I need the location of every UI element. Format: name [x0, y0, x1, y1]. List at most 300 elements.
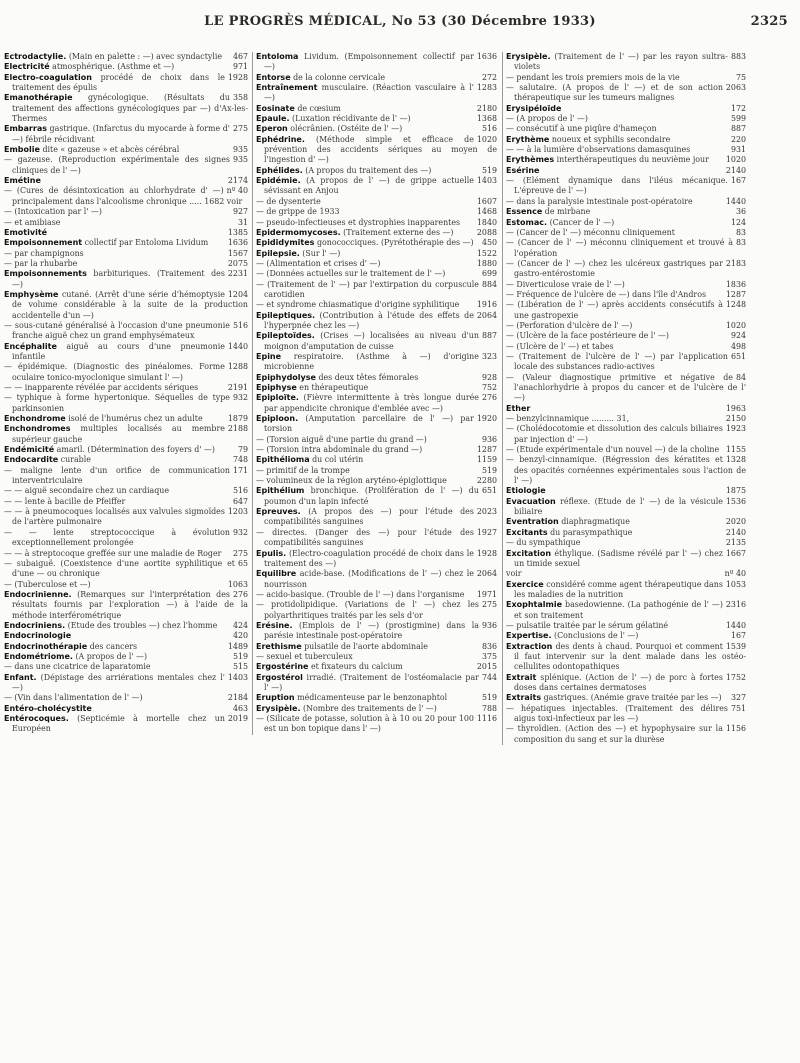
page-reference: 2280 — [476, 476, 497, 486]
index-entry — [4, 218, 248, 228]
page-reference: 2140 — [725, 165, 746, 175]
page-reference: 651 — [730, 351, 746, 361]
index-entry — [506, 693, 746, 703]
page-reference: 2316 — [725, 600, 746, 610]
entry-headword: Ephélides. — [256, 165, 303, 175]
index-entry — [4, 652, 248, 662]
page-reference: 1963 — [725, 403, 746, 413]
index-entry — [4, 704, 248, 714]
entry-description: (Main en palette : —) avec syndactylie — [66, 52, 223, 61]
index-entry — [4, 342, 248, 363]
entry-description: — directes. (Danger des —) pour l'étude des compatibilités sanguines — [256, 527, 474, 548]
index-entry — [256, 166, 497, 176]
entry-description: (Conclusions de l' —) — [551, 631, 639, 641]
index-entry — [506, 83, 746, 104]
index-entry — [506, 528, 746, 538]
index-entry — [256, 300, 497, 310]
page-reference: 1971 — [476, 589, 497, 599]
entry-description: — protidolipidique. (Variations de l' —) chez les polyarthritiques traités par les sels d'or — [256, 600, 479, 620]
entry-headword: Embarras — [4, 124, 47, 134]
page-reference: 1020 — [725, 320, 746, 330]
page-reference: 2174 — [227, 176, 248, 186]
index-entry — [256, 238, 497, 248]
page-reference: 1204 — [227, 289, 248, 299]
entry-description: du parasympathique — [547, 527, 633, 537]
entry-description: (Méthode simple et efficace de prévention des accidents sériques au moyen de l'ingestion d' —) — [264, 134, 497, 165]
entry-description: — consécutif à une piqûre d'hameçon — [506, 124, 657, 134]
page-reference: 2183 — [725, 258, 746, 268]
page-reference: 1440 — [227, 341, 248, 351]
page-reference: 1203 — [227, 507, 248, 517]
entry-description: — et amibiase — [4, 217, 61, 227]
page-reference: 519 — [481, 693, 497, 703]
entry-description: — (Cholédocotomie et dissolution des calculs biliaires par injection d' —) — [506, 424, 723, 444]
entry-description: (Dépistage des arriérations mentales chez l' —) — [12, 672, 225, 692]
page-reference: 928 — [481, 372, 497, 382]
index-entry — [506, 300, 746, 321]
index-entry — [506, 455, 746, 486]
entry-description: — acido-basique. (Trouble de l' —) dans l'organisme — [256, 589, 465, 599]
entry-description: procédé de choix dans le traitement des épulis — [12, 72, 225, 93]
index-entry — [506, 549, 746, 570]
index-entry — [4, 362, 248, 383]
entry-headword: Extraits — [506, 693, 542, 703]
entry-description: — — inapparente révélée par accidents sériques — [4, 383, 199, 392]
entry-description: — pulsatile traitée par le sérum gélatiné — [506, 620, 669, 630]
entry-headword: Erythèmes — [506, 155, 555, 165]
entry-headword: Ectrodactylie. — [4, 52, 67, 61]
index-entry — [4, 238, 248, 248]
entry-headword: Ether — [506, 403, 531, 413]
page-reference: 463 — [232, 703, 248, 713]
entry-description: dite « gazeuse » et abcès cérébral — [39, 145, 180, 155]
running-header — [8, 14, 792, 32]
entry-headword: Erysipèle. — [256, 703, 301, 713]
page-reference: 599 — [730, 114, 746, 124]
index-entry — [506, 352, 746, 373]
index-entry — [506, 104, 746, 114]
entry-description: atmosphérique. (Asthme et —) — [49, 62, 175, 72]
page-reference: 1283 — [476, 83, 497, 93]
entry-headword: Empoisonnements — [4, 269, 87, 279]
entry-description: — (Perforation d'ulcère de l' —) — [506, 320, 633, 330]
index-entry — [4, 642, 248, 652]
entry-headword: Epididymites — [256, 238, 315, 248]
index-entry — [256, 466, 497, 476]
index-entry — [256, 197, 497, 207]
index-entry — [506, 280, 746, 290]
entry-description: — salutaire. (A propos de l' —) et de son action thérapeutique sur les tumeurs malignes — [506, 83, 723, 103]
page-reference: 1288 — [227, 362, 248, 372]
index-entry — [506, 445, 746, 455]
entry-description: — épidémique. (Diagnostic des pinéalomes. Forme oculaire tonico-myoclonique simulant l' —) — [4, 362, 225, 382]
index-entry — [4, 145, 248, 155]
index-entry — [256, 445, 497, 455]
entry-headword: Esérine — [506, 165, 540, 175]
index-entry — [256, 259, 497, 269]
page-reference: 375 — [481, 651, 497, 661]
index-entry — [506, 621, 746, 631]
page-reference: 1440 — [725, 620, 746, 630]
entry-description: — — à streptocoque greffée sur une maladie de Roger — [4, 548, 222, 558]
index-entry — [4, 662, 248, 672]
index-entry — [256, 486, 497, 507]
index-entry — [256, 693, 497, 703]
index-entry — [256, 104, 497, 114]
index-column-1 — [4, 52, 248, 735]
page-reference: 519 — [232, 651, 248, 661]
page-reference: 2140 — [725, 527, 746, 537]
entry-headword: Entorse — [256, 72, 291, 82]
page-reference: 887 — [481, 331, 497, 341]
entry-description: — dans une cicatrice de laparatomie — [4, 662, 151, 672]
entry-headword: Entérocoques. — [4, 714, 69, 723]
index-entry — [506, 145, 746, 155]
entry-description: — — aiguë secondaire chez un cardiaque — [4, 486, 170, 496]
entry-headword: Endométriome. — [4, 651, 73, 661]
index-entry — [4, 290, 248, 321]
entry-description: (Amputation parcellaire de l' —) par torsion — [264, 414, 474, 434]
index-entry — [506, 424, 746, 445]
entry-description: musculaire. (Réaction vasculaire à l' —) — [264, 83, 474, 103]
entry-description: (Contribution à l'étude des effets de l'hyperpnée chez les —) — [264, 310, 474, 330]
entry-headword: Emanothérapie — [4, 93, 73, 103]
page-reference: 752 — [481, 383, 497, 392]
index-entry — [4, 631, 248, 641]
entry-description: gonococciques. (Pyrétothérapie des —) — [314, 238, 474, 248]
index-entry — [256, 507, 497, 528]
index-entry — [256, 476, 497, 486]
entry-description: — (Torsion intra abdominale du grand —) — [256, 445, 423, 455]
entry-description: — (Traitement de l'ulcère de l' —) par l'application locale des substances radio-actives — [506, 351, 728, 372]
page-reference: 1916 — [476, 300, 497, 310]
index-entry — [506, 342, 746, 352]
index-entry — [4, 445, 248, 455]
page-reference: 83 — [735, 238, 746, 248]
page-reference: 1489 — [227, 641, 248, 651]
page-reference: 1667 — [725, 548, 746, 558]
entry-headword: Epileptoïdes. — [256, 331, 315, 341]
entry-description: — typhique à forme hypertonique. Séquelles de type parkinsonien — [4, 393, 230, 413]
page-reference: 450 — [481, 238, 497, 248]
page-reference: 124 — [730, 217, 746, 227]
index-entry — [506, 238, 746, 259]
index-entry — [4, 455, 248, 465]
entry-description: — primitif de la trompe — [256, 465, 350, 475]
page-reference: 647 — [232, 496, 248, 506]
entry-headword: Enchondrome — [4, 414, 66, 424]
entry-headword: Enchondromes — [4, 424, 71, 434]
index-entry — [256, 176, 497, 197]
page-reference: 1063 — [227, 579, 248, 589]
page-reference: 84 — [735, 372, 746, 382]
page-number: 2325 — [750, 14, 788, 29]
entry-headword: Epileptiques. — [256, 310, 316, 320]
index-entry — [506, 404, 746, 414]
index-entry — [256, 311, 497, 332]
page-reference: 275 — [232, 124, 248, 134]
entry-description: — par champignons — [4, 248, 84, 258]
entry-headword: Endocardite — [4, 455, 59, 465]
entry-headword: Emétine — [4, 176, 41, 186]
page-reference: 1636 — [227, 238, 248, 248]
entry-description: en thérapeutique — [296, 383, 369, 392]
entry-description: (A propos du traitement des —) — [302, 165, 432, 175]
entry-description: — — lente streptococcique à évolution exceptionnellement prolongée — [4, 527, 230, 548]
entry-description: — (Torsion aiguë d'une partie du grand —) — [256, 434, 427, 444]
index-entry — [4, 124, 248, 145]
page-reference: 79 — [237, 445, 248, 455]
page-reference: 36 — [735, 207, 746, 217]
page-reference: 2088 — [476, 227, 497, 237]
entry-description: multiples localisés au membre supérieur gauche — [12, 424, 225, 444]
entry-description: — de grippe de 1933 — [256, 207, 340, 217]
page-reference: 276 — [481, 393, 497, 403]
index-entry — [256, 383, 497, 393]
entry-description: irradié. (Traitement de l'ostéomalacie par l' —) — [264, 672, 479, 692]
index-entry — [256, 652, 497, 662]
index-entry — [4, 93, 248, 124]
index-entry — [506, 517, 746, 527]
page-reference: 1287 — [725, 289, 746, 299]
index-entry — [256, 590, 497, 600]
entry-headword: Epiploon. — [256, 414, 299, 424]
page-reference: 2064 — [476, 310, 497, 320]
entry-description: interthérapeutiques du neuvième jour — [554, 155, 709, 165]
index-entry — [256, 228, 497, 238]
page-reference: 1920 — [476, 414, 497, 424]
page-reference: 424 — [232, 620, 248, 630]
page-reference: 1328 — [725, 455, 746, 465]
entry-headword: Encéphalite — [4, 341, 57, 351]
entry-headword: Entoloma — [256, 52, 299, 61]
entry-headword: Eperon — [256, 124, 288, 134]
index-entry — [4, 207, 248, 217]
entry-description: — benzylcinnamique ......... 31, — [506, 414, 630, 424]
entry-headword: Epiphydolyse — [256, 372, 316, 382]
page-reference: 2020 — [725, 517, 746, 527]
page-reference: 171 — [232, 465, 248, 475]
entry-headword: Eruption — [256, 693, 295, 703]
index-entry — [506, 497, 746, 518]
entry-description: — thyroïdien. (Action des —) et hypophysaire sur la composition du sang et sur la diurèse — [506, 724, 723, 744]
entry-headword: Extraction — [506, 641, 553, 651]
entry-description: cutané. (Arrêt d'une série d'hémoptysie de volume considérable à la suite de la production accidentelle d'un —) — [12, 289, 248, 320]
entry-description: des cancers — [87, 641, 138, 651]
index-entry — [256, 114, 497, 124]
index-entry — [256, 528, 497, 549]
page-reference: 2135 — [725, 538, 746, 548]
index-entry — [506, 486, 746, 496]
entry-headword: Epiploïte. — [256, 393, 299, 403]
entry-description: réflexe. (Etude de l' —) de la vésicule biliaire — [514, 496, 723, 517]
entry-headword: Erythème — [506, 134, 550, 144]
index-entry — [506, 197, 746, 207]
entry-description: — (Données actuelles sur le traitement de l' —) — [256, 269, 446, 279]
entry-description: et fixateurs du calcium — [308, 662, 403, 672]
entry-description: — volumineux de la région aryténo-épiglottique — [256, 476, 447, 486]
index-entry — [4, 414, 248, 424]
page-reference: 515 — [232, 662, 248, 672]
entry-description: collectif par Entoloma Lividum — [82, 238, 209, 248]
entry-headword: Enfant. — [4, 672, 37, 682]
page-reference: 1536 — [725, 496, 746, 506]
page-reference: 2019 — [227, 714, 248, 723]
index-entry — [4, 393, 248, 414]
page-reference: 1403 — [227, 672, 248, 682]
page-reference: 1403 — [476, 176, 497, 186]
page-reference: 519 — [481, 465, 497, 475]
page-reference: 1923 — [725, 424, 746, 434]
entry-description: — (Elément dynamique dans l'iléus mécanique. L'épreuve de l' —) — [506, 176, 728, 196]
entry-headword: Epine — [256, 351, 282, 361]
page-reference: 932 — [232, 527, 248, 537]
entry-description: — dans la paralysie intestinale post-opératoire — [506, 196, 693, 206]
entry-headword: Electro-coagulation — [4, 72, 92, 82]
page-reference: 1155 — [725, 445, 746, 455]
page-reference: 1368 — [476, 114, 497, 124]
entry-description: — Fréquence de l'ulcère de —) dans l'île d'Andros — [506, 289, 707, 299]
index-entry — [256, 135, 497, 166]
entry-description: gastriques. (Anémie grave traitée par les —) — [541, 693, 722, 703]
journal-title: LE PROGRÈS MÉDICAL, No 53 (30 Décembre 1933) — [204, 14, 596, 29]
index-entry — [4, 580, 248, 590]
index-entry — [4, 73, 248, 94]
page-reference: 1636 — [476, 52, 497, 61]
index-entry — [256, 455, 497, 465]
index-entry — [256, 435, 497, 445]
index-entry — [506, 176, 746, 197]
entry-description: curable — [58, 455, 91, 465]
index-entry — [4, 321, 248, 342]
entry-description: diaphragmatique — [558, 517, 630, 527]
entry-description: — du sympathique — [506, 538, 581, 548]
page-reference: 2015 — [476, 662, 497, 672]
entry-headword: Ergostérol — [256, 672, 303, 682]
page-reference: 1928 — [476, 548, 497, 558]
entry-description: (Emplois de l' —) (prostigmine) dans la parésie intestinale post-opératoire — [264, 620, 479, 641]
index-entry — [506, 580, 746, 601]
entry-description: — (Alimentation et crises d' —) — [256, 258, 381, 268]
entry-headword: Epiphyse — [256, 383, 297, 392]
page-reference: 936 — [481, 620, 497, 630]
entry-headword: Erysipèle. — [506, 52, 551, 61]
index-entry — [256, 352, 497, 373]
entry-description: (Etude des troubles —) chez l'homme — [65, 620, 218, 630]
page-reference: 748 — [232, 455, 248, 465]
page-reference: 31 — [237, 217, 248, 227]
entry-headword: Erésine. — [256, 620, 293, 630]
page-reference: 2075 — [227, 258, 248, 268]
page-reference: nº 40 — [724, 569, 746, 579]
page-reference: 1928 — [227, 72, 248, 82]
entry-headword: Exophtalmie — [506, 600, 563, 610]
index-entry — [506, 321, 746, 331]
index-entry — [256, 83, 497, 104]
page-reference: 788 — [481, 703, 497, 713]
page-reference: 1440 — [725, 196, 746, 206]
entry-description: — Diverticulose vraie de l' —) — [506, 279, 625, 289]
index-entry — [256, 662, 497, 672]
entry-description: acide-base. (Modifications de l' —) chez le nourrisson — [264, 569, 474, 589]
entry-description: de mirbane — [542, 207, 591, 217]
index-entry — [506, 569, 746, 579]
entry-description: — pseudo-infectieuses et dystrophies inapparentes — [256, 217, 461, 227]
entry-headword: Endocrinologie — [4, 631, 72, 641]
entry-headword: Endémicité — [4, 445, 55, 455]
entry-description: (Remarques sur l'interprétation des résultats fournis par l'exploration —) à l'aide de la méthode interférométrique — [12, 589, 248, 620]
entry-description: basedowienne. (La pathogénie de l' —) et son traitement — [514, 600, 723, 620]
entry-headword: Erethisme — [256, 641, 302, 651]
page-reference: 2064 — [476, 569, 497, 579]
entry-description: (Nombre des traitements de l' —) — [300, 703, 437, 713]
entry-description: — (Tuberculose et —) — [4, 579, 91, 589]
page-reference: 519 — [481, 165, 497, 175]
page-reference: 1567 — [227, 248, 248, 258]
entry-description: bronchique. (Prolifération de l' —) du poumon d'un lapin infecté — [264, 486, 479, 506]
index-entry — [506, 631, 746, 641]
index-entry — [256, 124, 497, 134]
index-entry — [256, 673, 497, 694]
page-reference: 1927 — [476, 527, 497, 537]
index-entry — [506, 600, 746, 621]
entry-description: de la colonne cervicale — [290, 72, 386, 82]
page-reference: 744 — [481, 672, 497, 682]
index-entry — [506, 207, 746, 217]
entry-description: gynécologique. (Résultats du traitement des affections gynécologiques par —) d'Ax-les-Thermes — [12, 93, 248, 124]
entry-description: — hépatiques injectables. (Traitement des délires aigus toxi-infectieux par les —) — [506, 703, 728, 723]
entry-description: — (Vin dans l'alimentation de l' —) — [4, 693, 143, 703]
entry-description: des deux têtes fémorales — [315, 372, 419, 382]
page-reference: 1607 — [476, 196, 497, 206]
index-entry — [506, 135, 746, 145]
index-entry — [256, 280, 497, 301]
entry-headword: Epilepsie. — [256, 248, 300, 258]
entry-headword: Excitants — [506, 527, 548, 537]
page-reference: 924 — [730, 331, 746, 341]
entry-description: amaril. (Détermination des foyers d' —) — [54, 445, 215, 455]
entry-description: médicamenteuse par le benzonaphtol — [294, 693, 448, 703]
index-entry — [256, 714, 497, 735]
page-reference: 420 — [232, 631, 248, 641]
entry-description: — maligne lente d'un orifice de communication interventriculaire — [4, 465, 230, 486]
entry-headword: Electricité — [4, 62, 50, 72]
page-reference: 883 — [730, 52, 746, 61]
entry-headword: Emotivité — [4, 227, 48, 237]
index-entry — [506, 704, 746, 725]
entry-description: (Fièvre intermittente à très longue durée par appendicite chronique d'emblée avec —) — [264, 393, 479, 413]
index-entry — [4, 176, 248, 186]
page-reference: 2191 — [227, 383, 248, 392]
index-entry — [256, 373, 497, 383]
page-reference: 836 — [481, 641, 497, 651]
index-entry — [256, 393, 497, 414]
page-reference: 1020 — [476, 134, 497, 144]
index-entry — [506, 155, 746, 165]
page-reference: 1159 — [476, 455, 497, 465]
index-entry — [506, 538, 746, 548]
entry-description: Lividum. (Empoisonnement collectif par —) — [264, 52, 474, 72]
index-entry — [4, 621, 248, 631]
index-entry — [4, 486, 248, 496]
index-entry — [256, 331, 497, 352]
entry-headword: Endocriniens. — [4, 620, 66, 630]
entry-description: — (Libération de l' —) après accidents consécutifs à une gastropexie — [506, 300, 723, 320]
index-entry — [4, 466, 248, 487]
page-reference: 275 — [232, 548, 248, 558]
page-reference: 272 — [481, 72, 497, 82]
page-reference: 1385 — [227, 227, 248, 237]
